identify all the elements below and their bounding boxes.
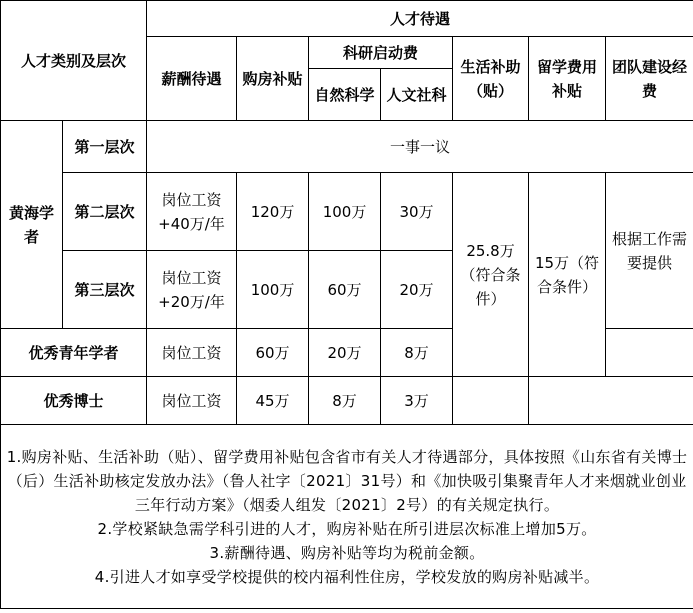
tier3-housing: 100万: [237, 251, 309, 329]
header-housing: 购房补贴: [237, 37, 309, 121]
header-salary: 薪酬待遇: [147, 37, 237, 121]
tier1-value: 一事一议: [147, 121, 693, 173]
tier2-salary: 岗位工资+40万/年: [147, 173, 237, 251]
youth-natural: 20万: [309, 329, 381, 377]
youth-salary: 岗位工资: [147, 329, 237, 377]
header-natural: 自然科学: [309, 69, 381, 121]
youth-humanities: 8万: [381, 329, 453, 377]
note-4: 4.引进人才如享受学校提供的校内福利性住房，学校发放的购房补贴减半。: [94, 567, 600, 586]
tier2-label: 第二层次: [63, 173, 147, 251]
header-living: 生活补助（贴）: [453, 37, 529, 121]
living-value: 25.8万（符合条件）: [453, 173, 529, 377]
team-value: 根据工作需要提供: [606, 173, 693, 329]
tier2-humanities: 30万: [381, 173, 453, 251]
tier2-natural: 100万: [309, 173, 381, 251]
tier3-salary: 岗位工资+20万/年: [147, 251, 237, 329]
note-1: 1.购房补贴、生活补助（贴）、留学费用补贴包含省市有关人才待遇部分，具体按照《山东省有关博士（后）生活补助核定发放办法》（鲁人社字〔2021〕31号）和《加快吸引集聚青年人才来烟就业创业三年行动方案》（烟委人组发〔2021〕2号）的有关规定执行。: [6, 447, 688, 514]
phd-natural: 8万: [309, 377, 381, 425]
header-humanities: 人文社科: [381, 69, 453, 121]
team-empty-phd: [453, 377, 529, 425]
notes-cell: [1, 425, 693, 609]
tier3-label: 第三层次: [63, 251, 147, 329]
huanghai-label: 黄海学者: [1, 121, 63, 329]
youth-housing: 60万: [237, 329, 309, 377]
tier3-natural: 60万: [309, 251, 381, 329]
phd-label: 优秀博士: [1, 377, 147, 425]
tier3-humanities: 20万: [381, 251, 453, 329]
phd-housing: 45万: [237, 377, 309, 425]
tier2-housing: 120万: [237, 173, 309, 251]
header-study: 留学费用补贴: [529, 37, 606, 121]
study-value: 15万（符合条件）: [529, 173, 606, 377]
header-team: 团队建设经费: [606, 37, 693, 121]
phd-salary: 岗位工资: [147, 377, 237, 425]
team-empty-youth: [606, 329, 693, 377]
phd-humanities: 3万: [381, 377, 453, 425]
youth-label: 优秀青年学者: [1, 329, 147, 377]
note-2: 2.学校紧缺急需学科引进的人才，购房补贴在所引进层次标准上增加5万。: [97, 519, 597, 538]
note-3: 3.薪酬待遇、购房补贴等均为税前金额。: [209, 543, 485, 562]
tier1-label: 第一层次: [63, 121, 147, 173]
header-category: 人才类别及层次: [1, 1, 147, 121]
header-benefits: 人才待遇: [147, 1, 693, 37]
header-research: 科研启动费: [309, 37, 453, 69]
